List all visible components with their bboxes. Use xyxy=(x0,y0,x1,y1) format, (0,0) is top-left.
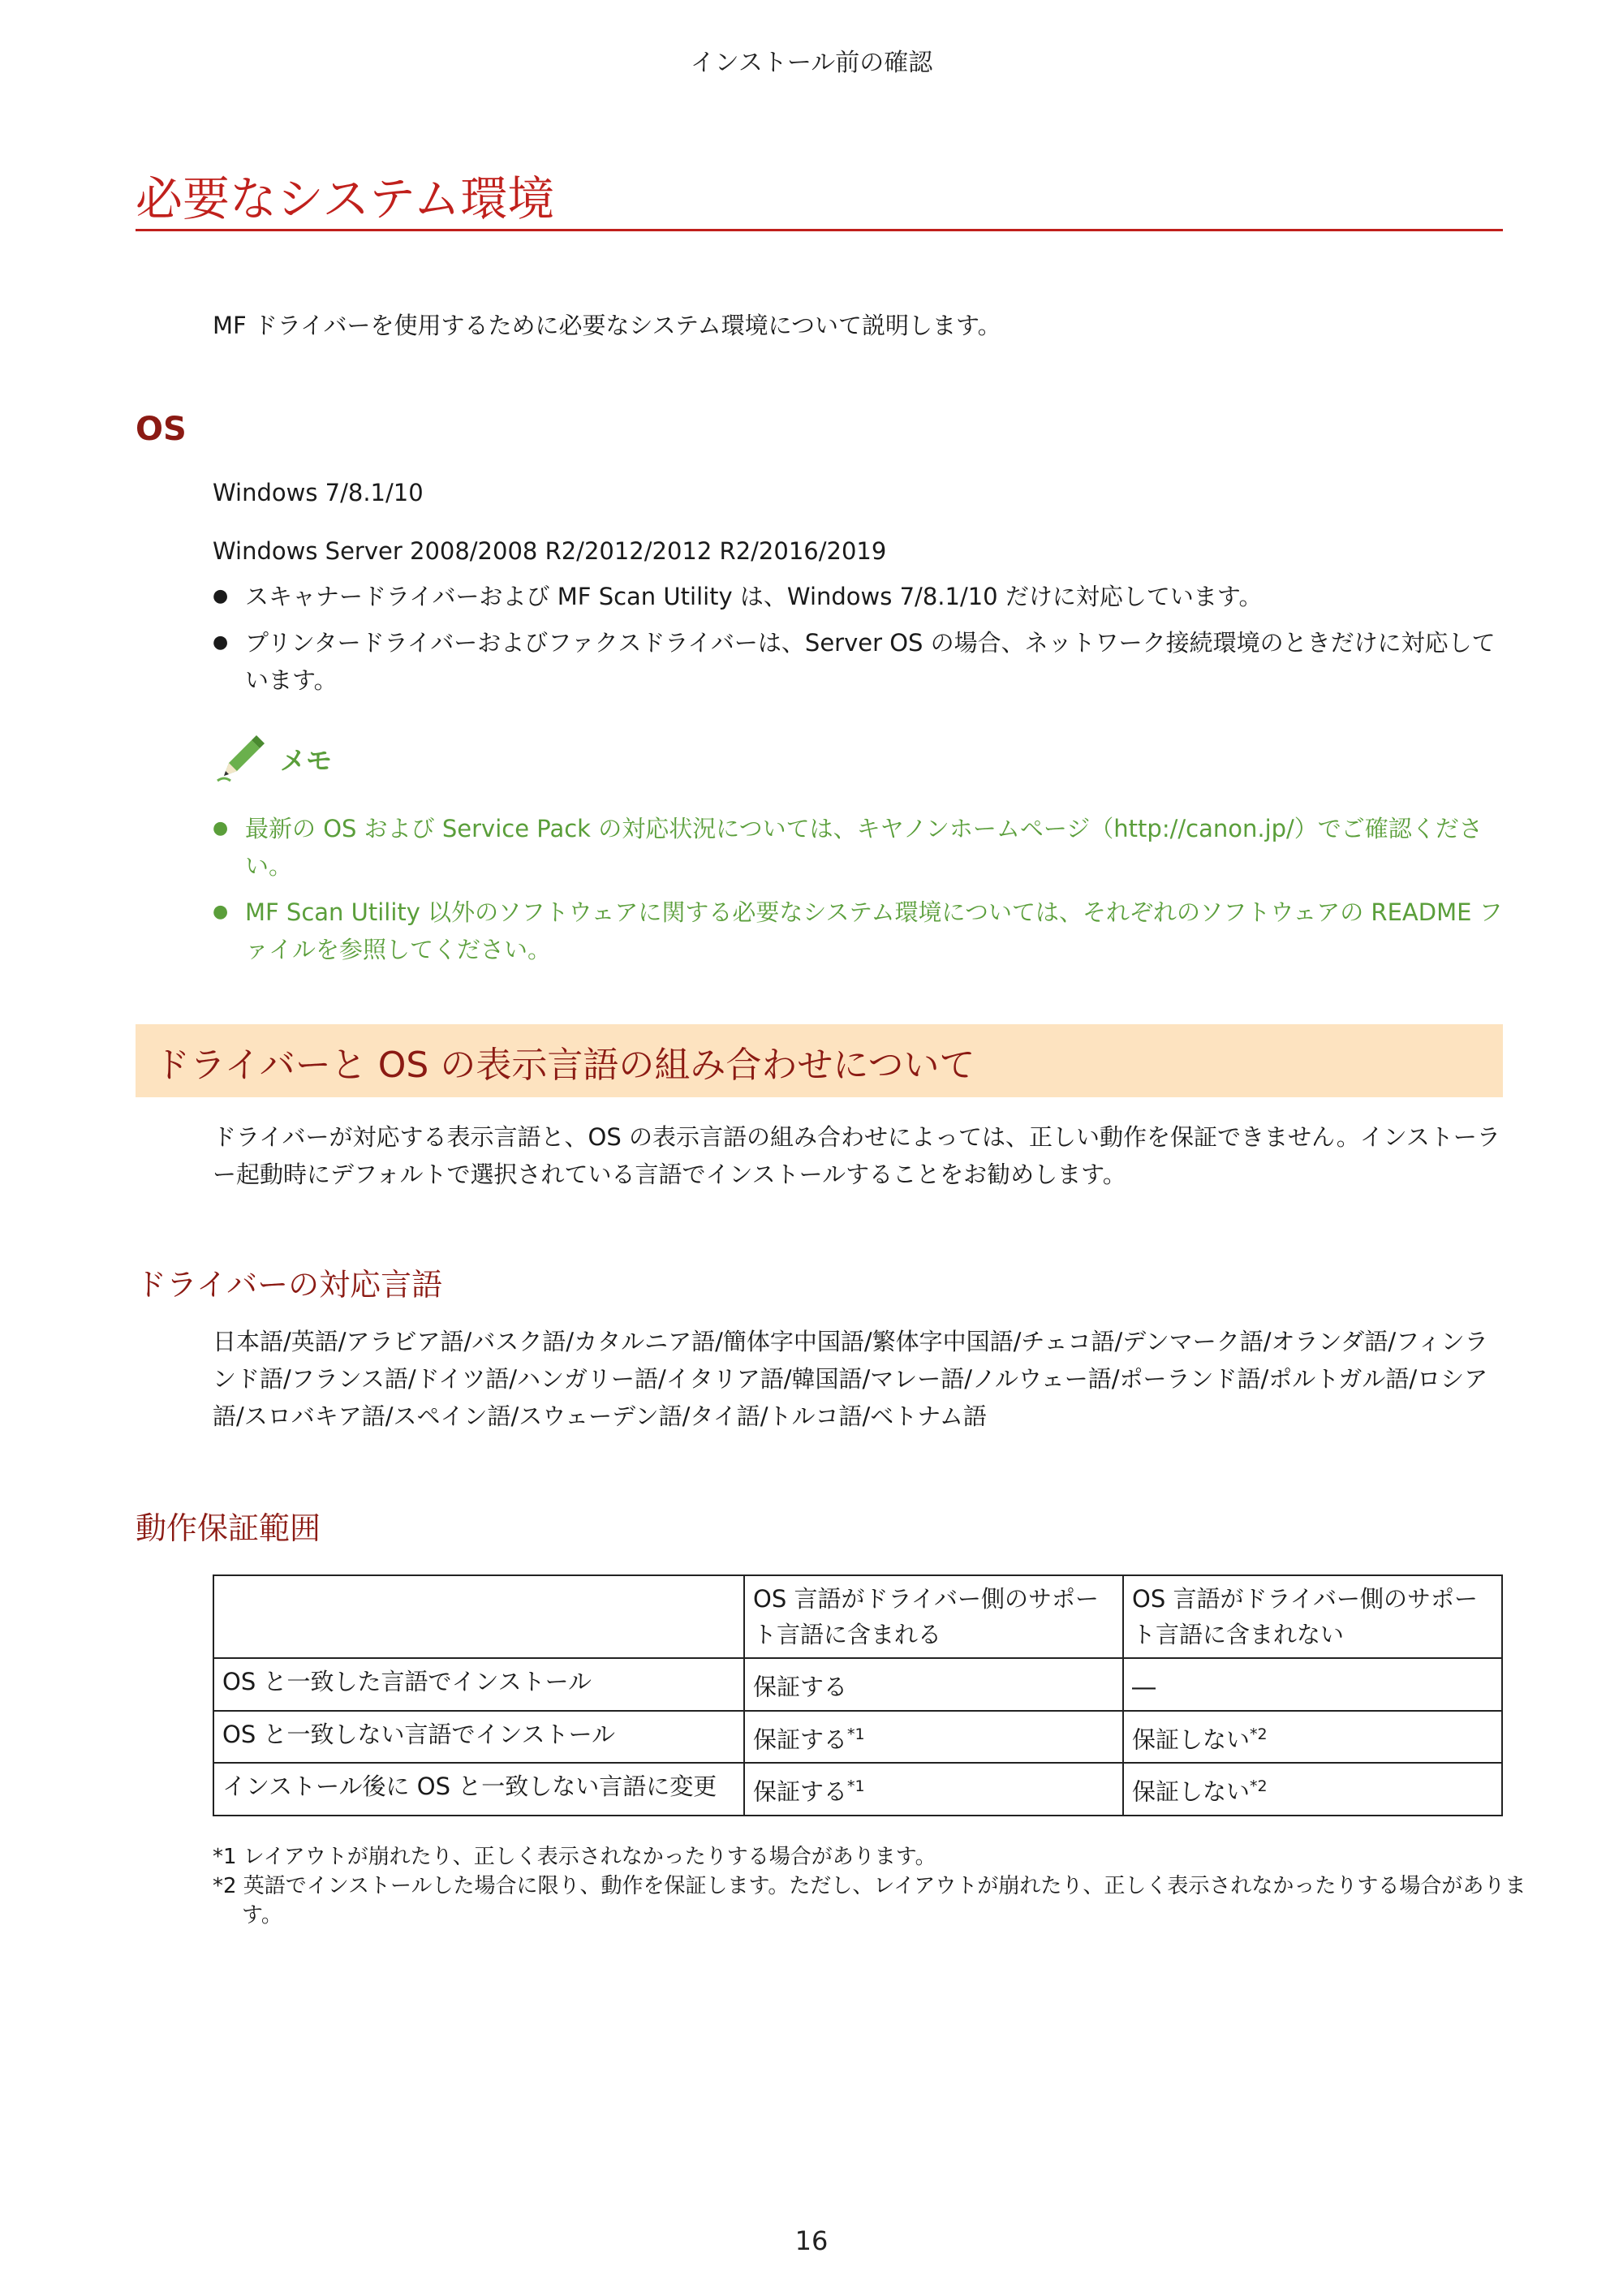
guarantee-table xyxy=(213,1574,1503,1816)
running-header: インストール前の確認 xyxy=(690,49,933,77)
table-cell xyxy=(744,1763,1123,1816)
table-cell xyxy=(1123,1711,1502,1764)
lang-heading: ドライバーの対応言語 xyxy=(136,1267,443,1303)
os-item-windows: Windows 7/8.1/10 xyxy=(213,479,424,506)
footnote-2: *2 英語でインストールした場合に限り、動作を保証します。ただし、レイアウトが崩れたり、正しく表示されなかったりする場合があります。 xyxy=(213,1874,1526,1928)
combo-text: ドライバーが対応する表示言語と、OS の表示言語の組み合わせによっては、正しい動作を保証できません。インストーラー起動時にデフォルトで選択されている言語でインストールすることをお勧めします。 xyxy=(213,1123,1500,1188)
pencil-icon xyxy=(213,730,269,787)
list-item: ● スキャナードライバーおよび MF Scan Utility は、Windows 7/8.1/10 だけに対応しています。 xyxy=(213,578,1503,615)
cell-value: 保証する xyxy=(753,1673,848,1701)
footnote-ref: *2 xyxy=(1250,1777,1268,1796)
table-header-row xyxy=(213,1575,1502,1658)
footnote-ref: *2 xyxy=(1250,1725,1268,1743)
os-heading: OS xyxy=(136,411,187,448)
title-divider xyxy=(136,229,1503,231)
table-row xyxy=(213,1763,1502,1816)
memo-label: メモ xyxy=(280,745,333,776)
table-row xyxy=(213,1658,1502,1711)
memo-text: 最新の OS および Service Pack の対応状況については、キヤノンホームページ（http://canon.jp/）でご確認ください。 xyxy=(245,815,1483,880)
table-header-cell: OS 言語がドライバー側のサポート言語に含まれる xyxy=(744,1575,1123,1658)
table-cell xyxy=(744,1711,1123,1764)
table-cell xyxy=(1123,1658,1502,1711)
list-item xyxy=(213,810,1503,885)
footnote-ref: *1 xyxy=(847,1725,865,1743)
row-label: OS と一致しない言語でインストール xyxy=(213,1711,744,1764)
memo-list xyxy=(213,810,1503,977)
cell-value: ― xyxy=(1132,1673,1156,1701)
list-item: ● プリンタードライバーおよびファクスドライバーは、Server OS の場合、ネットワーク接続環境のときだけに対応しています。 xyxy=(213,624,1503,699)
cell-value: 保証する xyxy=(753,1777,848,1806)
cell-value: 保証する xyxy=(753,1725,848,1754)
table-cell xyxy=(1123,1763,1502,1816)
table-header-cell xyxy=(213,1575,744,1658)
memo-text: MF Scan Utility 以外のソフトウェアに関する必要なシステム環境については、それぞれのソフトウェアの README ファイルを参照してください。 xyxy=(245,898,1503,963)
table-row xyxy=(213,1711,1502,1764)
row-label: インストール後に OS と一致しない言語に変更 xyxy=(213,1763,744,1816)
intro-text: MF ドライバーを使用するために必要なシステム環境について説明します。 xyxy=(213,312,1001,339)
table-cell xyxy=(744,1658,1123,1711)
os-notes-list xyxy=(213,578,1503,708)
list-item xyxy=(213,894,1503,968)
footnote-ref: *1 xyxy=(847,1777,865,1796)
table-header-cell: OS 言語がドライバー側のサポート言語に含まれない xyxy=(1123,1575,1502,1658)
page-number: 16 xyxy=(794,2225,829,2256)
os-item-windows-server: Windows Server 2008/2008 R2/2012/2012 R2/2016/2019 xyxy=(213,537,887,565)
cell-value: 保証しない xyxy=(1132,1777,1251,1806)
range-heading: 動作保証範囲 xyxy=(136,1510,321,1546)
footnote-1: *1 レイアウトが崩れたり、正しく表示されなかったりする場合があります。 xyxy=(213,1845,936,1869)
combo-heading: ドライバーと OS の表示言語の組み合わせについて xyxy=(154,1045,975,1086)
lang-list-text: 日本語/英語/アラビア語/バスク語/カタルニア語/簡体字中国語/繁体字中国語/チェコ語/デンマーク語/オランダ語/フィンランド語/フランス語/ドイツ語/ハンガリー語/イタリア語/韓国語/マレー語/ノルウェー語/ポーランド語/ポルトガル語/ロシア語/スロバキア語/スペイン語/スウェーデン語/タイ語/トルコ語/ベトナム語 xyxy=(213,1328,1488,1430)
cell-value: 保証しない xyxy=(1132,1725,1251,1754)
row-label: OS と一致した言語でインストール xyxy=(213,1658,744,1711)
page-title: 必要なシステム環境 xyxy=(136,171,555,226)
